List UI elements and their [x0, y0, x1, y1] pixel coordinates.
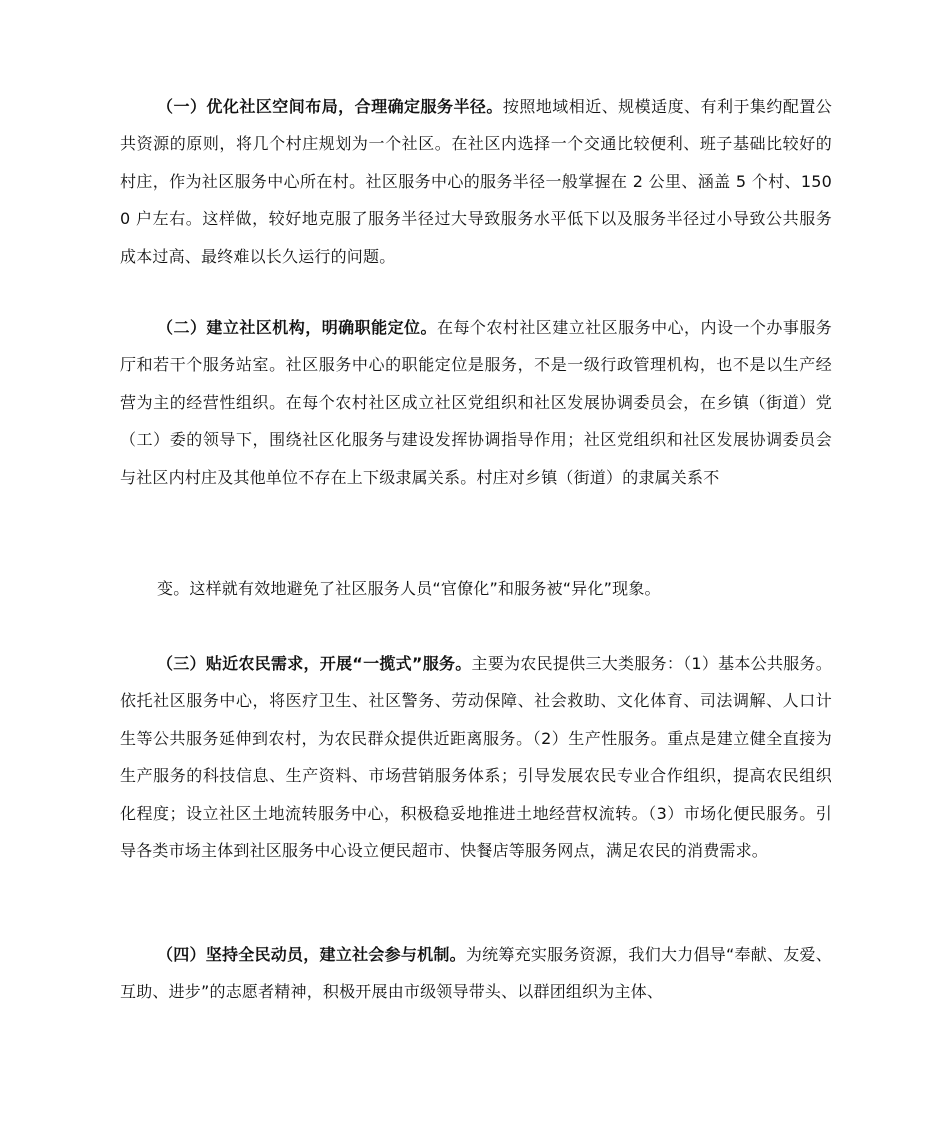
paragraph-2-body: 在每个农村社区建立社区服务中心，内设一个办事服务厅和若干个服务站室。社区服务中心的职能定位是服务，不是一级行政管理机构，也不是以生产经营为主的经营性组织。在每个农村社区成立社区党组织和社区发展协调委员会，在乡镇（街道）党（工）委的领导下，围绕社区化服务与建设发挥协调指导作用；社区党组织和社区发展协调委员会与社区内村庄及其他单位不存在上下级隶属关系。村庄对乡镇（街道）的隶属关系不	[120, 318, 832, 487]
paragraph-3	[120, 645, 832, 869]
paragraph-3-body: 主要为农民提供三大类服务：（1）基本公共服务。依托社区服务中心，将医疗卫生、社区警务、劳动保障、社会救助、文化体育、司法调解、人口计生等公共服务延伸到农村，为农民群众提供近距离服务。（2）生产性服务。重点是建立健全直接为生产服务的科技信息、生产资料、市场营销服务体系；引导发展农民专业合作组织，提高农民组织化程度；设立社区土地流转服务中心，积极稳妥地推进土地经营权流转。（3）市场化便民服务。引导各类市场主体到社区服务中心设立便民超市、快餐店等服务网点，满足农民的消费需求。	[120, 654, 832, 861]
paragraph-4	[120, 936, 832, 1011]
paragraph-2-continuation: 变。这样就有效地避免了社区服务人员“官僚化”和服务被“异化”现象。	[157, 579, 661, 598]
paragraph-1-heading: （一）优化社区空间布局，合理确定服务半径。	[157, 97, 503, 116]
paragraph-1	[120, 88, 832, 275]
paragraph-4-heading: （四）坚持全民动员，建立社会参与机制。	[157, 945, 466, 964]
paragraph-1-body: 按照地域相近、规模适度、有利于集约配置公共资源的原则，将几个村庄规划为一个社区。在社区内选择一个交通比较便利、班子基础比较好的村庄，作为社区服务中心所在村。社区服务中心的服务半径一般掌握在 2 公里、涵盖 5 个村、1500 户左右。这样做，较好地克服了服务半径过大导致服务水平低下以及服务半径过小导致公共服务成本过高、最终难以长久运行的问题。	[120, 97, 832, 266]
paragraph-2	[120, 309, 832, 496]
paragraph-4-body: 为统筹充实服务资源，我们大力倡导“奉献、友爱、互助、进步”的志愿者精神，积极开展由市级领导带头、以群团组织为主体、	[120, 945, 832, 1002]
paragraph-3-heading: （三）贴近农民需求，开展“一揽式”服务。	[157, 654, 472, 673]
paragraph-2-heading: （二）建立社区机构，明确职能定位。	[157, 318, 437, 337]
